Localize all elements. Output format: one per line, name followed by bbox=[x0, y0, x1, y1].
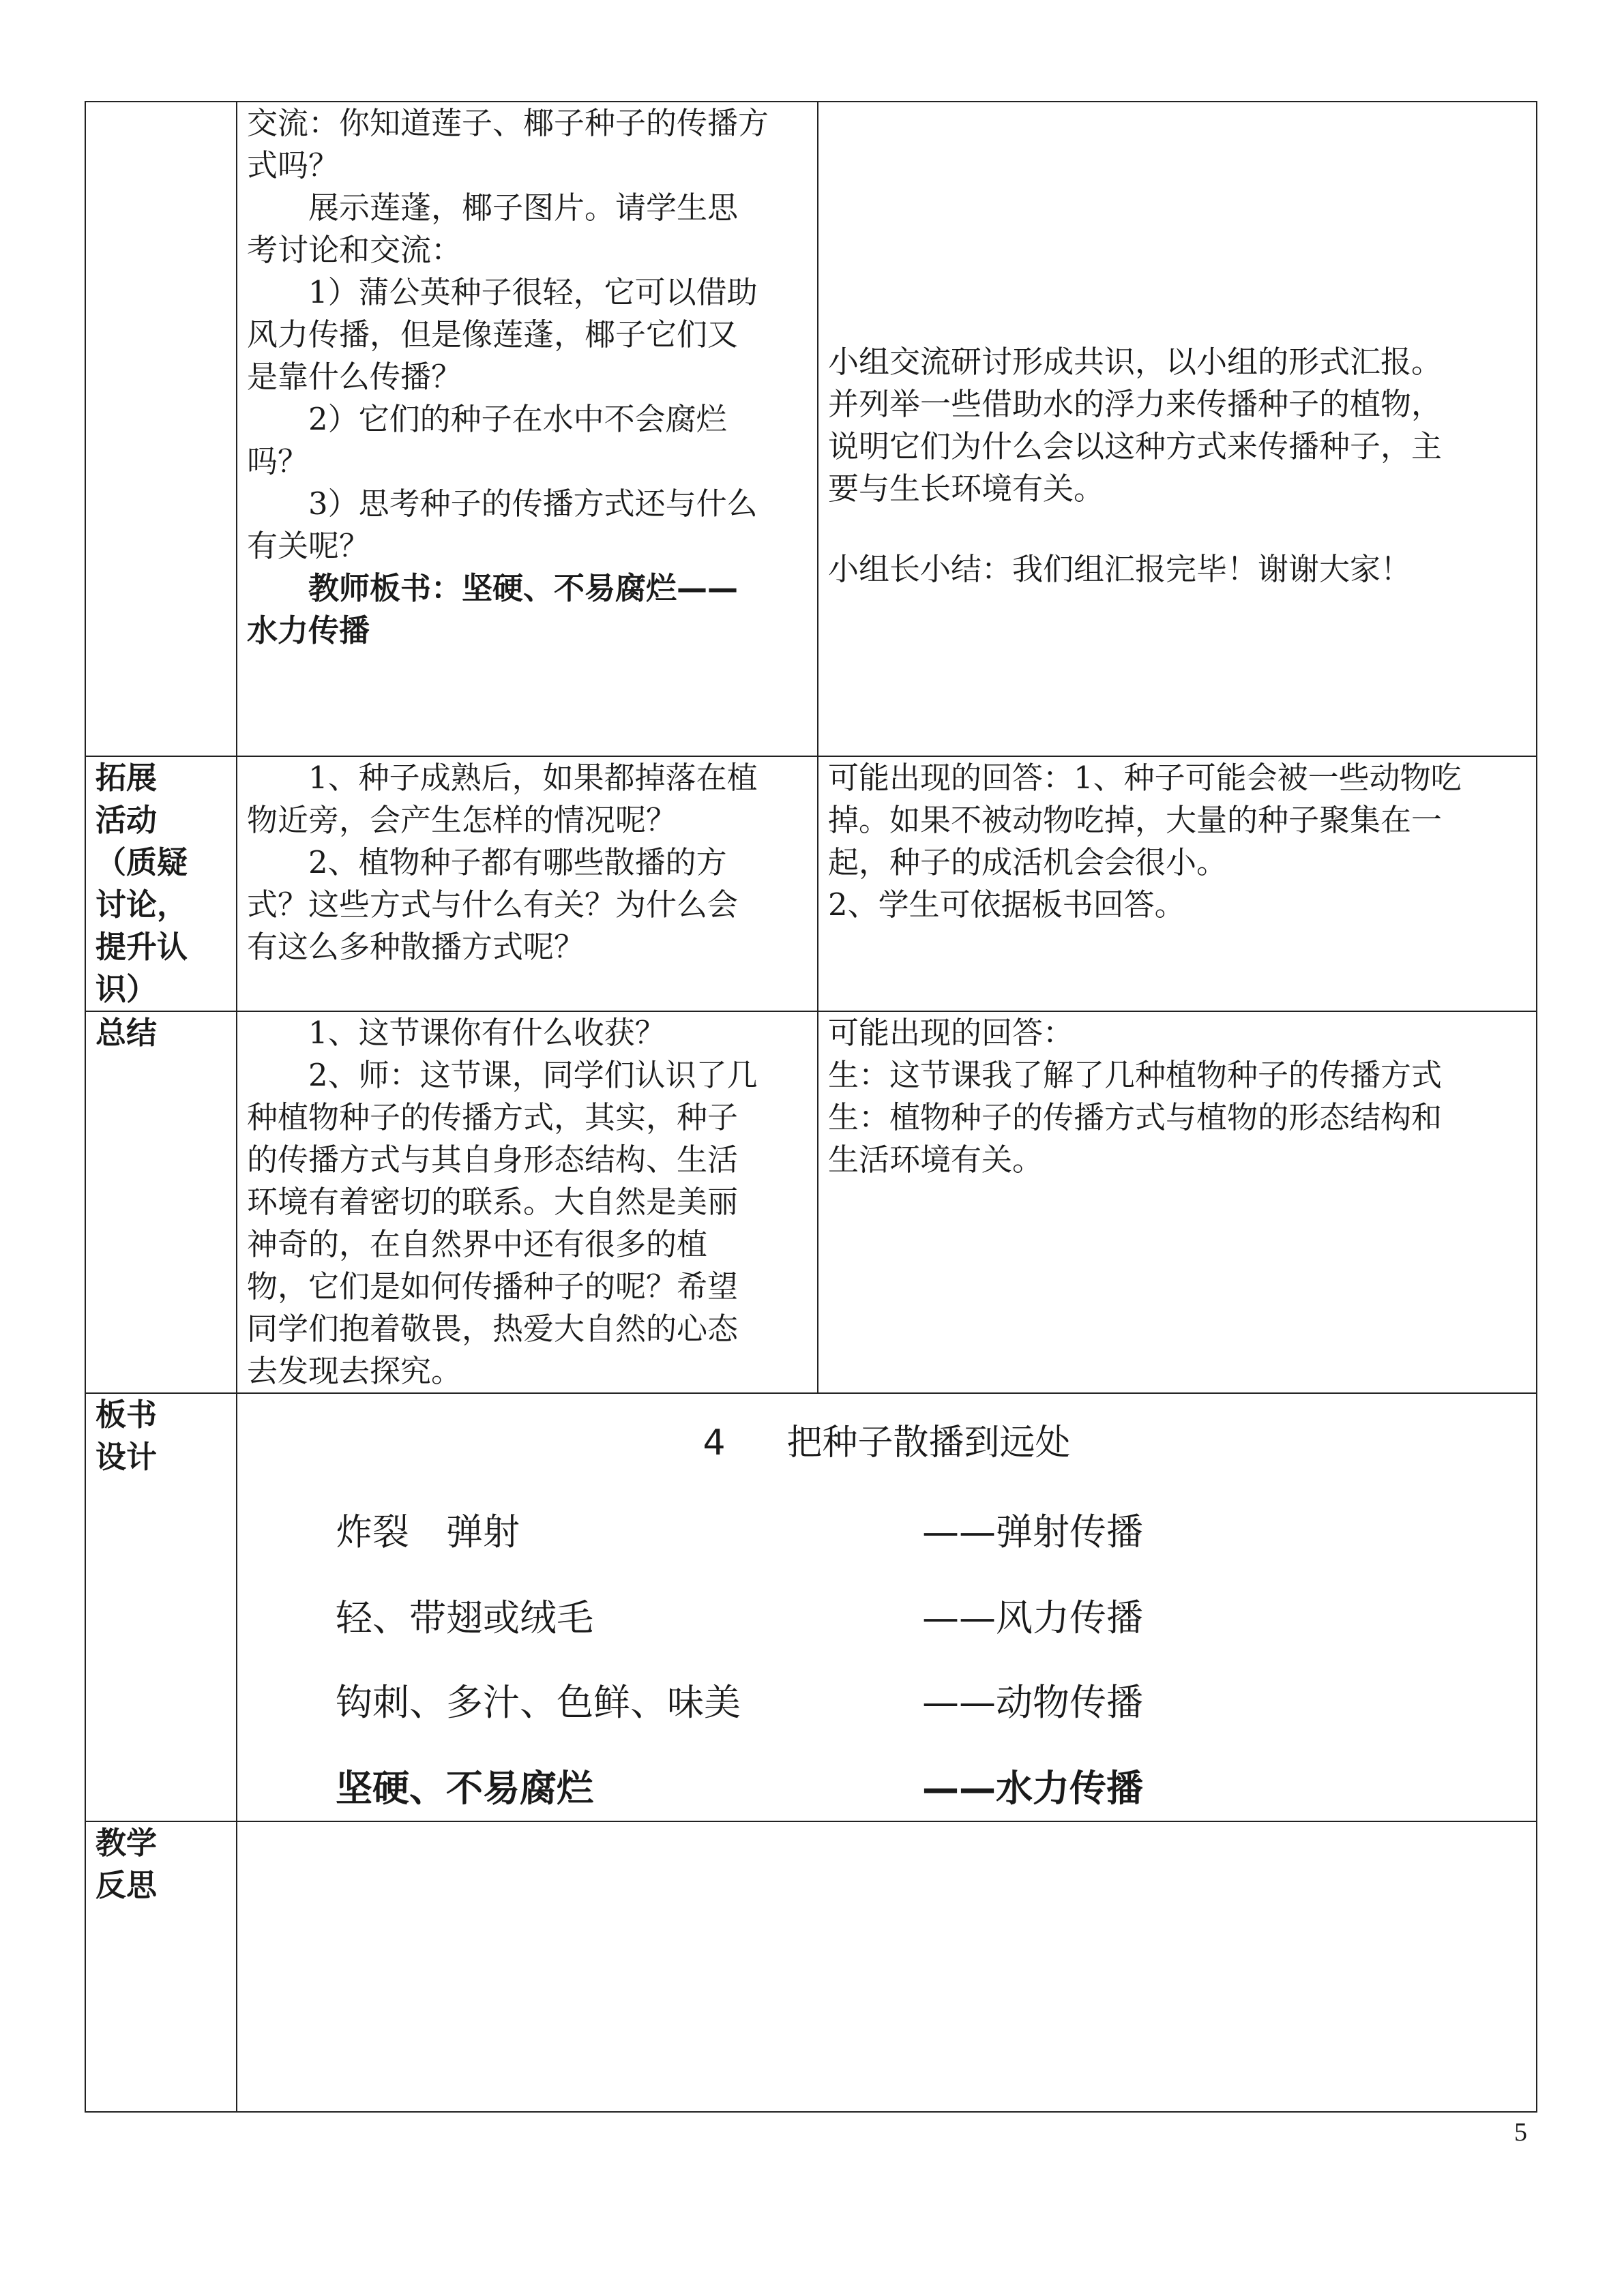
teacher-line: 3）思考种子的传播方式还与什么 bbox=[308, 486, 758, 522]
board-item-trait: 坚硬、不易腐烂 bbox=[336, 1767, 593, 1810]
water-teacher-activity bbox=[237, 102, 818, 756]
board-item-trait: 钩刺、多汁、色鲜、味美 bbox=[336, 1681, 741, 1724]
page-number: 5 bbox=[1514, 2118, 1527, 2147]
student-line: 2、学生可依据板书回答。 bbox=[828, 886, 1185, 923]
summary-teacher-activity bbox=[237, 1011, 818, 1393]
board-item-method: ——水力传播 bbox=[922, 1767, 1143, 1810]
board-note-line: 水力传播 bbox=[247, 612, 370, 648]
label-line: 拓展 bbox=[95, 760, 158, 796]
board-item bbox=[336, 1508, 1427, 1556]
teacher-line: 2、植物种子都有哪些散播的方 bbox=[308, 844, 727, 880]
label-line: 识） bbox=[95, 971, 158, 1007]
board-item bbox=[336, 1679, 1427, 1727]
student-line: 可能出现的回答： bbox=[828, 1015, 1074, 1051]
teacher-line: 吗？ bbox=[247, 443, 309, 479]
extension-teacher-activity bbox=[237, 756, 818, 1011]
reflection-label bbox=[85, 1821, 237, 2112]
teacher-line: 物，它们是如何传播种子的呢？希望 bbox=[247, 1268, 739, 1304]
label-line: 反思 bbox=[95, 1867, 158, 1903]
teacher-line: 风力传播，但是像莲蓬，椰子它们又 bbox=[247, 316, 739, 353]
board-item-method: ——弹射传播 bbox=[922, 1510, 1143, 1553]
row-board-design bbox=[85, 1393, 1537, 1821]
student-line: 可能出现的回答：1、种子可能会被一些动物吃 bbox=[828, 760, 1462, 796]
teacher-line: 是靠什么传播？ bbox=[247, 359, 462, 395]
teacher-line: 同学们抱着敬畏，热爱大自然的心态 bbox=[247, 1311, 739, 1347]
teacher-line: 2）它们的种子在水中不会腐烂 bbox=[308, 401, 727, 437]
student-line: 要与生长环境有关。 bbox=[828, 471, 1105, 507]
teacher-line: 去发现去探究。 bbox=[247, 1353, 462, 1389]
teacher-line: 2、师：这节课，同学们认识了几 bbox=[308, 1057, 758, 1093]
teacher-line: 神奇的，在自然界中还有很多的植 bbox=[247, 1226, 708, 1262]
teacher-line: 式吗？ bbox=[247, 147, 340, 183]
label-line: 提升认 bbox=[95, 929, 188, 965]
teacher-line: 种植物种子的传播方式，其实，种子 bbox=[247, 1099, 739, 1135]
row-water-label bbox=[85, 102, 237, 756]
board-item bbox=[336, 1765, 1427, 1813]
teacher-line: 有关呢？ bbox=[247, 528, 370, 564]
board-note-line: 教师板书：坚硬、不易腐烂—— bbox=[308, 570, 739, 606]
lesson-plan-table bbox=[85, 101, 1537, 2113]
student-line: 起，种子的成活机会会很小。 bbox=[828, 844, 1228, 880]
label-line: 活动 bbox=[95, 802, 158, 838]
row-water-dispersal bbox=[85, 102, 1537, 756]
row-extension bbox=[85, 756, 1537, 1011]
teacher-line: 的传播方式与其自身形态结构、生活 bbox=[247, 1142, 739, 1178]
student-line: 并列举一些借助水的浮力来传播种子的植物， bbox=[828, 386, 1443, 422]
board-design-label bbox=[85, 1393, 237, 1821]
extension-student-activity bbox=[818, 756, 1537, 1011]
summary-label: 总结 bbox=[85, 1011, 237, 1393]
lesson-title: 把种子散播到远处 bbox=[786, 1422, 1071, 1463]
teacher-line: 环境有着密切的联系。大自然是美丽 bbox=[247, 1184, 739, 1220]
label-line: 设计 bbox=[95, 1439, 158, 1475]
board-item-method: ——风力传播 bbox=[922, 1596, 1143, 1639]
teacher-line: 展示莲蓬，椰子图片。请学生思 bbox=[308, 190, 739, 226]
label-line: 板书 bbox=[95, 1397, 158, 1433]
label-line: 教学 bbox=[95, 1825, 158, 1861]
board-item-trait: 轻、带翅或绒毛 bbox=[336, 1596, 593, 1639]
student-line: 生：这节课我了解了几种植物种子的传播方式 bbox=[828, 1057, 1443, 1093]
board-item-trait: 炸裂 弹射 bbox=[336, 1510, 520, 1553]
student-line: 小组交流研讨形成共识，以小组的形式汇报。 bbox=[828, 344, 1443, 380]
student-line: 说明它们为什么会以这种方式来传播种子，主 bbox=[828, 428, 1443, 464]
board-item-method: ——动物传播 bbox=[922, 1681, 1143, 1724]
teacher-line: 有这么多种散播方式呢？ bbox=[247, 929, 585, 965]
row-reflection bbox=[85, 1821, 1537, 2112]
label-line: 讨论， bbox=[95, 886, 188, 923]
student-line: 生活环境有关。 bbox=[828, 1142, 1044, 1178]
student-line: 掉。如果不被动物吃掉，大量的种子聚集在一 bbox=[828, 802, 1443, 838]
board-item bbox=[336, 1594, 1427, 1642]
teacher-line: 1、种子成熟后，如果都掉落在植 bbox=[308, 760, 758, 796]
teacher-line: 考讨论和交流： bbox=[247, 232, 462, 268]
student-line: 生：植物种子的传播方式与植物的形态结构和 bbox=[828, 1099, 1443, 1135]
teacher-line: 1）蒲公英种子很轻，它可以借助 bbox=[308, 274, 758, 310]
board-title bbox=[247, 1421, 1526, 1465]
lesson-number: 4 bbox=[703, 1422, 726, 1463]
water-student-activity bbox=[818, 102, 1537, 756]
teacher-line: 1、这节课你有什么收获？ bbox=[308, 1015, 666, 1051]
reflection-content bbox=[237, 1821, 1537, 2112]
teacher-line: 物近旁，会产生怎样的情况呢？ bbox=[247, 802, 677, 838]
extension-label bbox=[85, 756, 237, 1011]
teacher-line: 式？这些方式与什么有关？为什么会 bbox=[247, 886, 739, 923]
label-line: （质疑 bbox=[95, 844, 188, 880]
student-line: 小组长小结：我们组汇报完毕！谢谢大家！ bbox=[828, 551, 1412, 587]
teacher-line: 交流：你知道莲子、椰子种子的传播方 bbox=[247, 105, 769, 141]
row-summary bbox=[85, 1011, 1537, 1393]
summary-student-activity bbox=[818, 1011, 1537, 1393]
board-design-content bbox=[237, 1393, 1537, 1821]
